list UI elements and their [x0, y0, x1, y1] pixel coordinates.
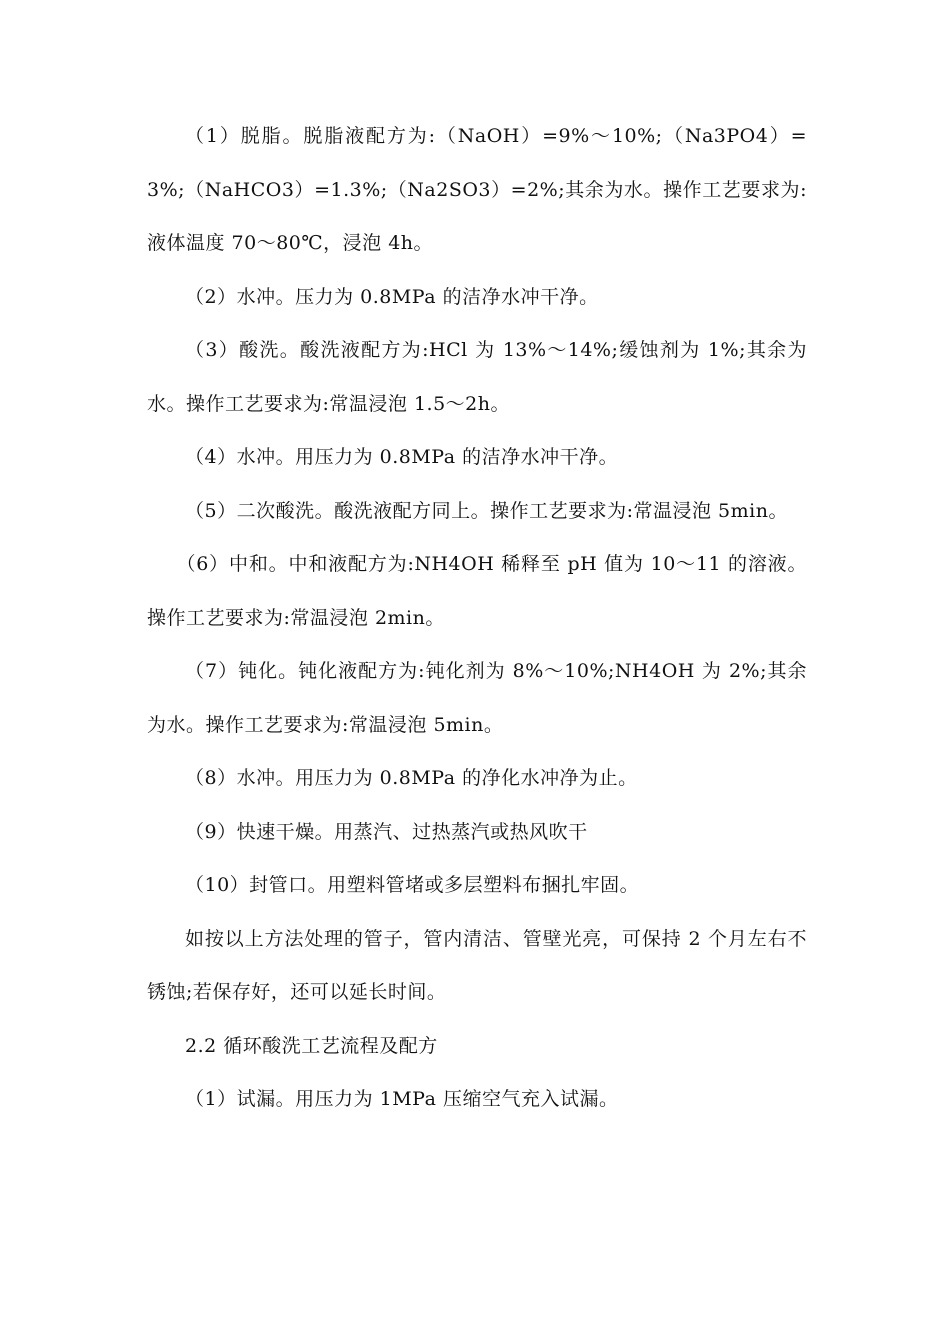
paragraph-second-pickling: （5）二次酸洗。酸洗液配方同上。操作工艺要求为:常温浸泡 5min。	[185, 499, 788, 522]
paragraph-drying: （9）快速干燥。用蒸汽、过热蒸汽或热风吹干	[185, 820, 588, 843]
paragraph-water-rinse-1: （2）水冲。压力为 0.8MPa 的洁净水冲干净。	[185, 285, 599, 308]
paragraph-leak-test: （1）试漏。用压力为 1MPa 压缩空气充入试漏。	[185, 1088, 619, 1110]
section-heading-circulating-pickling: 2.2 循环酸洗工艺流程及配方	[185, 1034, 438, 1057]
document-body	[147, 110, 807, 1127]
paragraph-water-rinse-2: （4）水冲。用压力为 0.8MPa 的洁净水冲干净。	[185, 446, 619, 468]
paragraph-water-rinse-3: （8）水冲。用压力为 0.8MPa 的净化水冲净为止。	[185, 767, 638, 789]
paragraph-pickling: （3）酸洗。酸洗液配方为:HCl 为 13%～14%;缓蚀剂为 1%;其余为水。操作工艺要求为:常温浸泡 1.5～2h。	[147, 339, 807, 415]
paragraph-passivation: （7）钝化。钝化液配方为:钝化剂为 8%～10%;NH4OH 为 2%;其余为水。操作工艺要求为:常温浸泡 5min。	[147, 660, 807, 736]
paragraph-summary: 如按以上方法处理的管子，管内清洁、管壁光亮，可保持 2 个月左右不锈蚀;若保存好，还可以延长时间。	[147, 927, 807, 1003]
paragraph-seal-pipe-ends: （10）封管口。用塑料管堵或多层塑料布捆扎牢固。	[185, 874, 640, 896]
paragraph-degreasing: （1）脱脂。脱脂液配方为:（NaOH）=9%～10%;（Na3PO4）=3%;（NaHCO3）=1.3%;（Na2SO3）=2%;其余为水。操作工艺要求为:液体温度 70～80℃，浸泡 4h。	[147, 125, 807, 254]
paragraph-neutralization: （6）中和。中和液配方为:NH4OH 稀释至 pH 值为 10～11 的溶液。操作工艺要求为:常温浸泡 2min。	[147, 553, 807, 629]
